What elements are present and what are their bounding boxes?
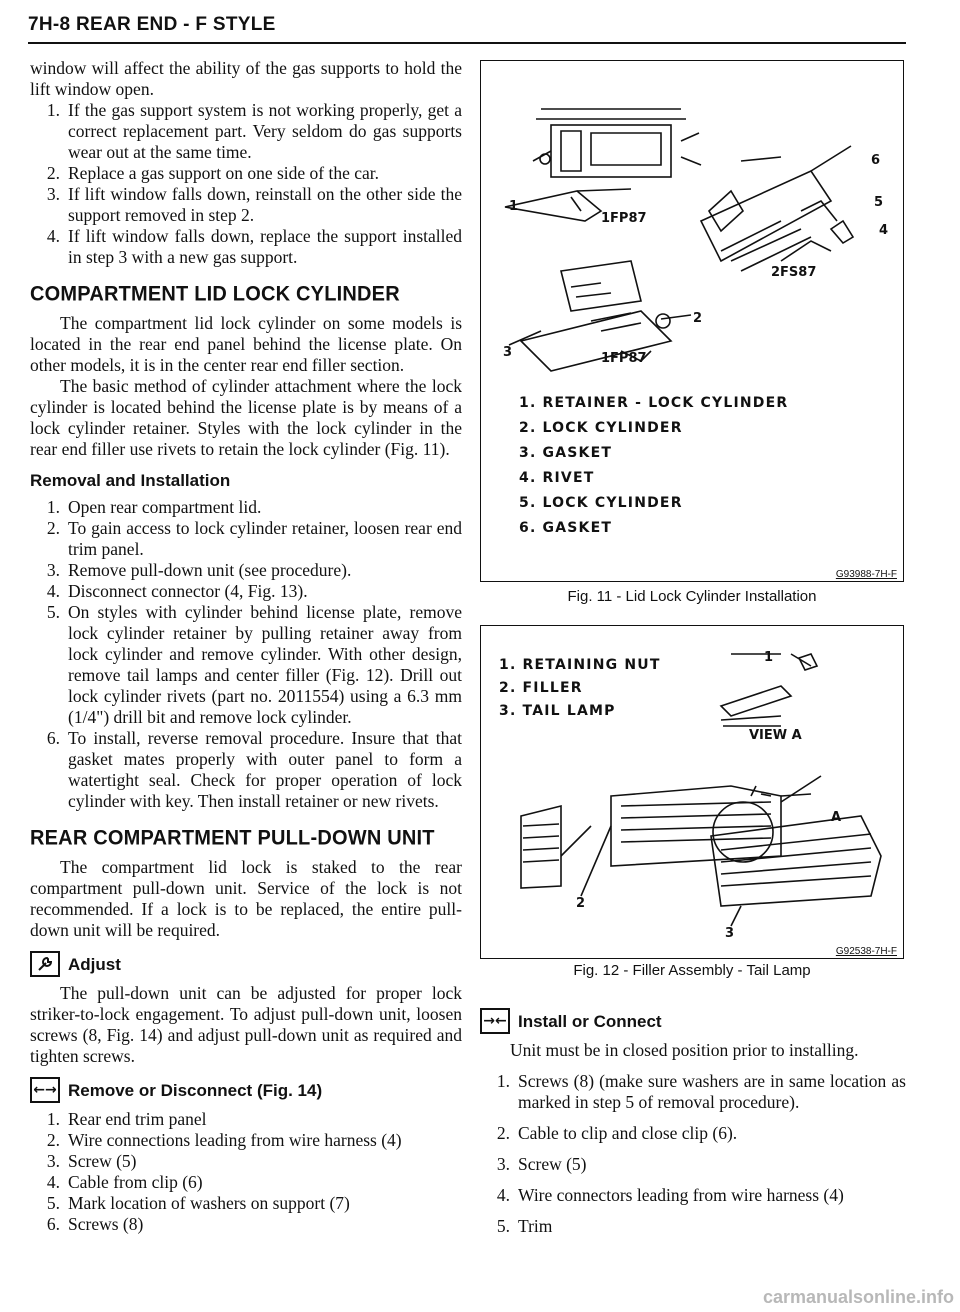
list-item: 3. Screw (5) <box>496 1154 587 1174</box>
remove-arrows-icon: ←→ <box>30 1077 60 1103</box>
watermark: carmanualsonline.info <box>762 1287 954 1307</box>
legend-item: 4. RIVET <box>519 470 595 486</box>
section-heading-lid-lock: COMPARTMENT LID LOCK CYLINDER <box>30 282 400 306</box>
removal-steps-list <box>30 497 462 812</box>
list-item: 6. Screws (8) <box>46 1214 144 1234</box>
page-title: 7H-8 REAR END - F STYLE <box>28 14 276 35</box>
left-column <box>30 58 462 1235</box>
legend-item: 2. FILLER <box>499 680 583 696</box>
figure-11 <box>480 60 904 582</box>
wrench-icon <box>30 951 60 977</box>
legend-item: 5. LOCK CYLINDER <box>519 495 683 511</box>
subheading-removal: Removal and Installation <box>30 471 231 490</box>
install-intro: Unit must be in closed position prior to installing. <box>510 1040 859 1060</box>
callout-6: 6 <box>871 153 881 168</box>
list-item: 5. On styles with cylinder behind license plate, remove lock cylinder retainer by pulling retainer away from lock cylinder and remove cylinder. With other design, remove tail lamps and center filler (Fig. 12). Drill out lock cylinder rivets (part no. 2011554) using a 6.3 mm (1/4") drill bit and remove lock cylinder. <box>46 602 462 727</box>
install-arrows-icon: →← <box>480 1008 510 1034</box>
figure-11-caption: Fig. 11 - Lid Lock Cylinder Installation <box>567 588 817 605</box>
list-item: 2. Replace a gas support on one side of the car. <box>46 163 380 183</box>
list-item: 2. Cable to clip and close clip (6). <box>496 1123 738 1143</box>
callout-1fp87: 1FP87 <box>601 211 647 226</box>
legend-item: 1. RETAINER - LOCK CYLINDER <box>519 395 789 411</box>
list-item: 1. Rear end trim panel <box>46 1109 207 1129</box>
list-item: 1. If the gas support system is not working properly, get a correct replacement part. Very seldom do gas supports wear out at the same time. <box>46 100 462 162</box>
adjust-heading: Adjust <box>30 951 462 977</box>
legend-item: 3. TAIL LAMP <box>499 703 616 719</box>
page-header <box>28 14 906 44</box>
pulldown-paragraph: The compartment lid lock is staked to the rear compartment pull-down unit. Service of the lock is not recommended. If a lock is to be replaced, the entire pull-down unit will be required. <box>30 857 462 940</box>
callout-5: 5 <box>874 195 884 210</box>
list-item: 5. Mark location of washers on support (7) <box>46 1193 350 1213</box>
figure-11-legend <box>519 391 788 541</box>
list-item: 3. If lift window falls down, reinstall on the other side the support removed in step 2. <box>46 184 462 225</box>
callout-1fp87-lower: 1FP87 <box>601 351 647 366</box>
callout-4: 4 <box>879 223 889 238</box>
figure-12-code: G92538-7H-F <box>835 946 897 957</box>
remove-heading: ←→ Remove or Disconnect (Fig. 14) <box>30 1077 462 1103</box>
callout-2: 2 <box>693 311 703 326</box>
install-steps-list <box>480 1071 906 1237</box>
list-item: 2. Wire connections leading from wire harness (4) <box>46 1130 402 1150</box>
list-item: 3. Screw (5) <box>46 1151 137 1171</box>
list-item: 4. Cable from clip (6) <box>46 1172 203 1192</box>
adjust-paragraph: The pull-down unit can be adjusted for proper lock striker-to-lock engagement. To adjust pull-down unit, loosen screws (8, Fig. 14) and adjust pull-down unit as required and tighten screws. <box>30 983 462 1066</box>
list-item: 5. Trim <box>496 1216 553 1236</box>
legend-item: 6. GASKET <box>519 520 613 536</box>
install-heading: →← Install or Connect <box>480 1008 906 1034</box>
callout-1: 1 <box>509 199 519 214</box>
lock-cylinder-illustration <box>481 61 902 391</box>
remove-steps-list <box>30 1109 462 1235</box>
list-item: 4. Disconnect connector (4, Fig. 13). <box>46 581 308 601</box>
callout-1: 1 <box>764 650 774 665</box>
list-item: 4. If lift window falls down, replace the support installed in step 3 with a new gas support. <box>46 226 462 267</box>
callout-3: 3 <box>725 926 735 941</box>
figure-12-caption: Fig. 12 - Filler Assembly - Tail Lamp <box>573 962 811 979</box>
section-heading-pulldown: REAR COMPARTMENT PULL-DOWN UNIT <box>30 826 435 850</box>
gas-steps-list <box>30 100 462 268</box>
right-column <box>480 1008 906 1237</box>
list-item: 1. Screws (8) (make sure washers are in same location as marked in step 5 of removal procedure). <box>496 1071 906 1112</box>
list-item: 4. Wire connectors leading from wire harness (4) <box>496 1185 844 1205</box>
legend-item: 2. LOCK CYLINDER <box>519 420 683 436</box>
list-item: 1. Open rear compartment lid. <box>46 497 262 517</box>
legend-item: 1. RETAINING NUT <box>499 657 661 673</box>
list-item: 6. To install, reverse removal procedure. Insure that that gasket mates properly with outer panel to form a watertight seal. Check for proper operation of lock cylinder with key. Then install retainer or new rivets. <box>46 728 462 811</box>
intro-paragraph: window will affect the ability of the gas supports to hold the lift window open. <box>30 58 462 99</box>
view-a-label: VIEW A <box>749 728 802 743</box>
figure-12 <box>480 625 904 959</box>
callout-2: 2 <box>576 896 586 911</box>
list-item: 3. Remove pull-down unit (see procedure). <box>46 560 352 580</box>
filler-tail-lamp-illustration <box>481 626 902 956</box>
lid-paragraph-2: The basic method of cylinder attachment where the lock cylinder is located behind the license plate is by means of a lock cylinder retainer. Styles with the lock cylinder in the rear end filler use rivets to retain the lock cylinder (Fig. 11). <box>30 376 462 459</box>
callout-a: A <box>831 810 842 825</box>
figure-11-code: G93988-7H-F <box>835 569 897 580</box>
callout-2fs87: 2FS87 <box>771 265 817 280</box>
callout-3: 3 <box>503 345 513 360</box>
list-item: 2. To gain access to lock cylinder retainer, loosen rear end trim panel. <box>46 518 462 559</box>
legend-item: 3. GASKET <box>519 445 613 461</box>
lid-paragraph-1: The compartment lid lock cylinder on some models is located in the rear end panel behind the license plate. On other models, it is in the center rear end filler section. <box>30 313 462 375</box>
